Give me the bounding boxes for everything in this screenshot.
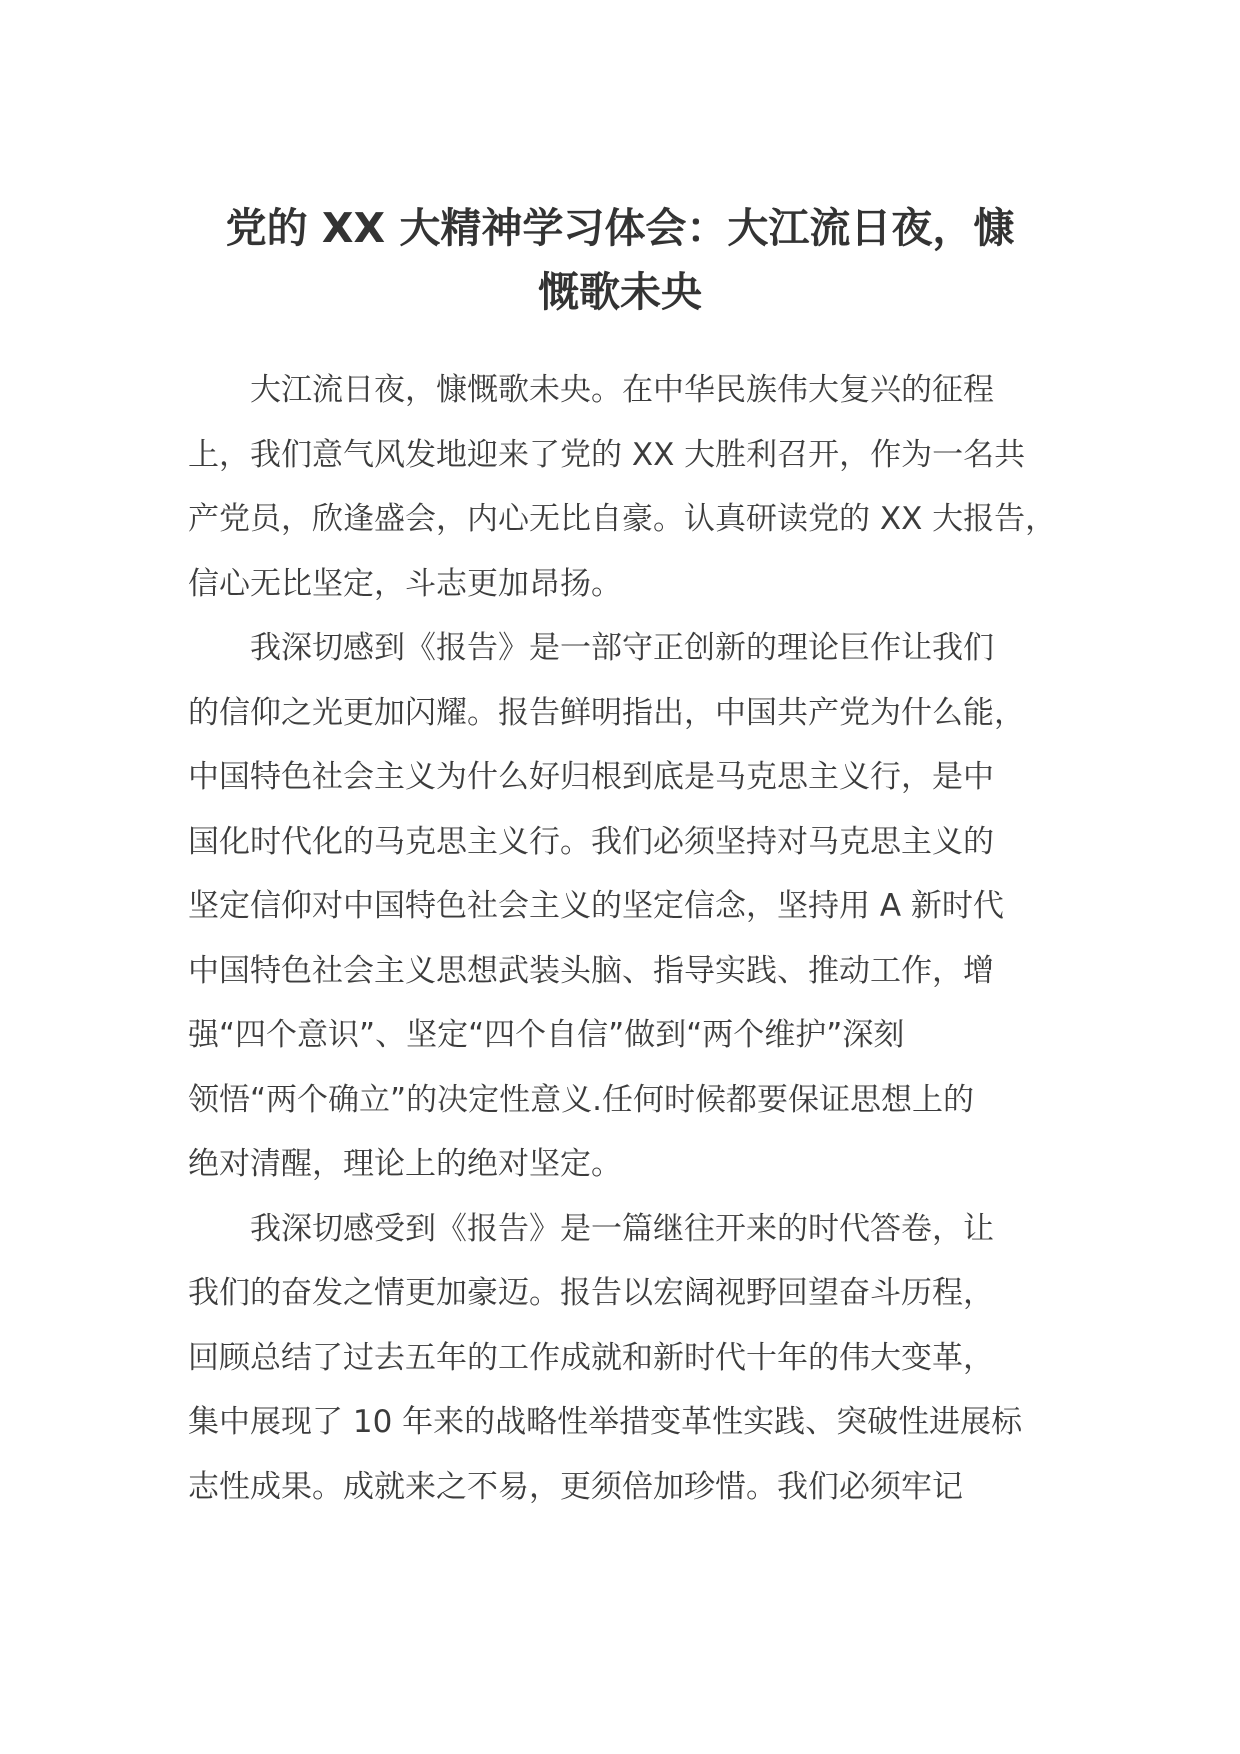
title-line: 慨歌未央 [538, 268, 702, 316]
text-line: 坚定信仰对中国特色社会主义的坚定信念，坚持用 A 新时代 [188, 888, 1004, 924]
text-line: 强“四个意识”、坚定“四个自信”做到“两个维护”深刻 [188, 1017, 905, 1053]
document-title [170, 196, 1070, 324]
text-line: 的信仰之光更加闪耀。报告鲜明指出，中国共产党为什么能， [188, 694, 1025, 731]
paragraph-1 [188, 358, 1088, 616]
text-line: 集中展现了 10 年来的战略性举措变革性实践、突破性进展标 [188, 1404, 1023, 1440]
text-line: 国化时代化的马克思主义行。我们必须坚持对马克思主义的 [188, 823, 994, 860]
text-line: 我深切感受到《报告》是一篇继往开来的时代答卷，让 [250, 1210, 994, 1247]
title-line: 党的 XX 大精神学习体会：大江流日夜，慷 [225, 204, 1015, 252]
text-line: 志性成果。成就来之不易，更须倍加珍惜。我们必须牢记 [188, 1468, 963, 1505]
document-body [188, 358, 1088, 1519]
text-line: 大江流日夜，慷慨歌未央。在中华民族伟大复兴的征程 [250, 372, 994, 408]
text-line: 中国特色社会主义思想武装头脑、指导实践、推动工作，增 [188, 952, 994, 989]
text-line: 领悟“两个确立”的决定性意义.任何时候都要保证思想上的 [188, 1081, 974, 1118]
text-line: 产党员，欣逢盛会，内心无比自豪。认真研读党的 XX 大报告， [188, 501, 1057, 537]
paragraph-2 [188, 616, 1088, 1197]
paragraph-3 [188, 1197, 1088, 1520]
text-line: 回顾总结了过去五年的工作成就和新时代十年的伟大变革， [188, 1339, 994, 1376]
text-line: 我们的奋发之情更加豪迈。报告以宏阔视野回望奋斗历程， [188, 1275, 994, 1311]
text-line: 中国特色社会主义为什么好归根到底是马克思主义行，是中 [188, 759, 994, 795]
text-line: 绝对清醒，理论上的绝对坚定。 [188, 1146, 622, 1182]
text-line: 信心无比坚定，斗志更加昂扬。 [188, 565, 622, 602]
text-line: 我深切感到《报告》是一部守正创新的理论巨作让我们 [250, 630, 994, 666]
text-line: 上，我们意气风发地迎来了党的 XX 大胜利召开，作为一名共 [188, 436, 1026, 473]
